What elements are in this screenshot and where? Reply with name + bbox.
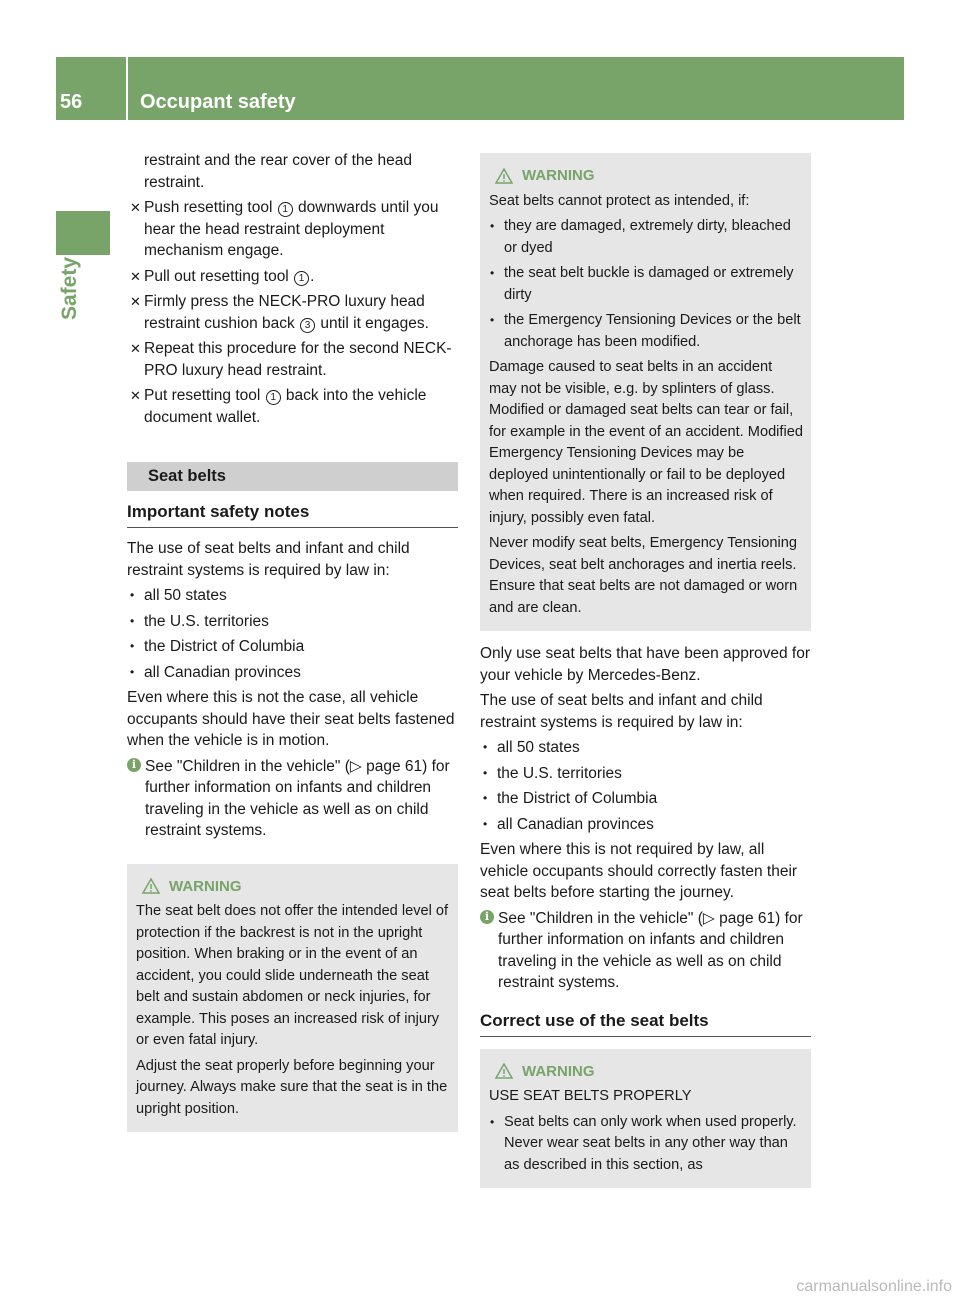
subheading: Correct use of the seat belts xyxy=(480,998,811,1037)
law-intro: The use of seat belts and infant and child restraint systems is required by law in: xyxy=(127,540,410,579)
law-after: Even where this is not the case, all vehicle occupants should have their seat belts fastened when the vehicle is in motion. xyxy=(127,689,455,749)
list-item: • the U.S. territories xyxy=(480,763,811,785)
law-after: Even where this is not required by law, all vehicle occupants should correctly fasten their seat belts before starting the journey. xyxy=(480,841,798,901)
step-item: ✕ Pull out resetting tool 1 . xyxy=(127,266,458,288)
step-arrow-icon: ✕ xyxy=(130,200,141,215)
note-text: See "Children in the vehicle" (▷ page 61) for further information on infants and children traveling in the vehicle as well as on child restraint systems. xyxy=(145,757,450,839)
list-item: • all Canadian provinces xyxy=(127,662,458,684)
warning-box xyxy=(480,153,811,631)
callout-number: 3 xyxy=(300,318,315,333)
page-number: 56 xyxy=(60,91,83,113)
warning-triangle-icon xyxy=(142,878,160,894)
left-column xyxy=(127,150,458,1140)
list-item: • they are damaged, extremely dirty, bleached or dyed xyxy=(489,216,803,259)
warning-text: Adjust the seat properly before beginning your journey. Always make sure that the seat is in the upright position. xyxy=(136,1057,448,1117)
warning-box xyxy=(127,864,458,1133)
chapter-title: Occupant safety xyxy=(140,91,296,113)
warning-title: WARNING xyxy=(522,167,595,184)
list-item: • Seat belts can only work when used properly. Never wear seat belts in any other way than as described in this section, as xyxy=(489,1112,803,1177)
step-continuation: restraint and the rear cover of the head restraint. xyxy=(144,152,412,191)
list-item: • the District of Columbia xyxy=(480,788,811,810)
step-arrow-icon: ✕ xyxy=(130,294,141,309)
step-arrow-icon: ✕ xyxy=(130,388,141,403)
warning-triangle-icon xyxy=(495,168,513,184)
list-item: • the Emergency Tensioning Devices or the belt anchorage has been modified. xyxy=(489,310,803,353)
warning-text: The seat belt does not offer the intended level of protection if the backrest is not in the upright position. When braking or in the event of an accident, you could slide underneath the seat belt and sustain abdomen or neck injuries, for example. This poses an increased risk of injury or even fatal injury. xyxy=(136,903,449,1048)
list-item: • all 50 states xyxy=(480,737,811,759)
watermark: carmanualsonline.info xyxy=(796,1278,952,1295)
list-item: • all Canadian provinces xyxy=(480,814,811,836)
right-column xyxy=(480,153,811,1196)
step-item: ✕ Push resetting tool 1 downwards until you hear the head restraint deployment mechanism engage. xyxy=(130,199,439,259)
info-note xyxy=(127,756,458,842)
side-tab-label: Safety xyxy=(58,256,81,320)
warning-text: USE SEAT BELTS PROPERLY xyxy=(489,1088,692,1104)
header-divider xyxy=(126,57,128,120)
approved-text: Only use seat belts that have been approved for your vehicle by Mercedes-Benz. xyxy=(480,645,811,684)
list-item: • the U.S. territories xyxy=(127,611,458,633)
callout-number: 1 xyxy=(266,390,281,405)
note-text: See "Children in the vehicle" (▷ page 61) for further information on infants and children traveling in the vehicle as well as on child restraint systems. xyxy=(498,909,803,991)
callout-number: 1 xyxy=(294,271,309,286)
list-item: • the District of Columbia xyxy=(127,636,458,658)
warning-title: WARNING xyxy=(169,877,242,895)
callout-number: 1 xyxy=(278,202,293,217)
side-tab-marker xyxy=(56,211,110,255)
section-heading: Seat belts xyxy=(127,462,458,491)
warning-intro: Seat belts cannot protect as intended, if: xyxy=(489,192,750,209)
warning-triangle-icon xyxy=(495,1063,513,1079)
step-item: ✕ Put resetting tool 1 back into the vehicle document wallet. xyxy=(130,387,427,426)
warning-box xyxy=(480,1049,811,1189)
step-item: ✕ Repeat this procedure for the second NECK-PRO luxury head restraint. xyxy=(130,340,452,379)
step-arrow-icon: ✕ xyxy=(130,341,141,356)
subheading: Important safety notes xyxy=(127,491,458,528)
step-arrow-icon: ✕ xyxy=(130,268,141,284)
info-icon: i xyxy=(127,758,141,772)
warning-text: Damage caused to seat belts in an accident may not be visible, e.g. by splinters of glass. Modified or damaged seat belts can tear or fail, for example in the event of an accident. Modified Emergency Tensioning Devices may be deployed unintentionally or fail to be deployed when required. There is an increased risk of injury, possibly even fatal. xyxy=(489,359,803,526)
law-intro: The use of seat belts and infant and child restraint systems is required by law in: xyxy=(480,692,763,731)
info-icon: i xyxy=(480,910,494,924)
warning-text: Never modify seat belts, Emergency Tensioning Devices, seat belt anchorages and inertia reels. Ensure that seat belts are not damaged or worn and are clean. xyxy=(489,535,798,616)
list-item: • the seat belt buckle is damaged or extremely dirty xyxy=(489,263,803,306)
info-note xyxy=(480,908,811,994)
page-header xyxy=(56,57,904,120)
warning-title: WARNING xyxy=(522,1062,595,1080)
step-item: ✕ Firmly press the NECK-PRO luxury head restraint cushion back 3 until it engages. xyxy=(130,293,429,332)
list-item: • all 50 states xyxy=(127,585,458,607)
